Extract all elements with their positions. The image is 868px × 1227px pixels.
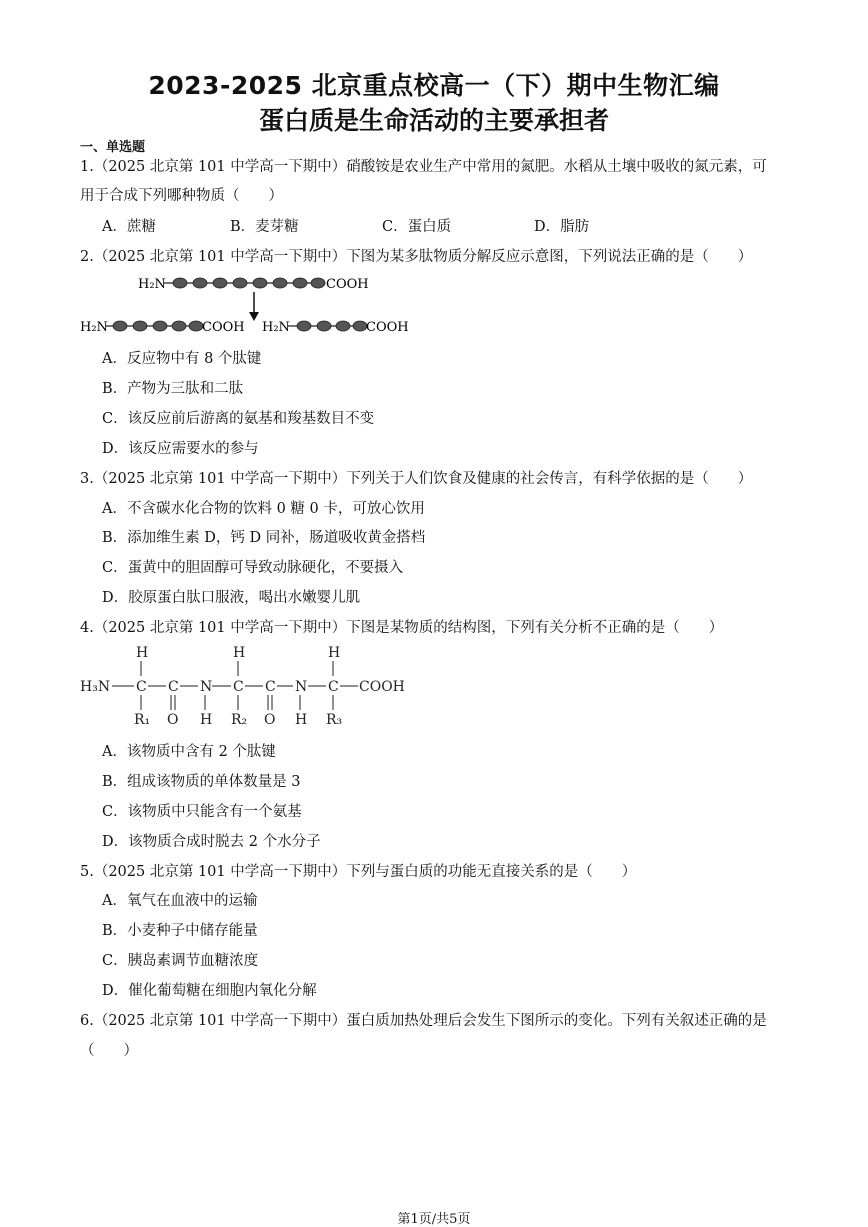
- amino-acid-bead: [233, 278, 247, 288]
- question-1-text-line2: 用于合成下列哪种物质（ ）: [80, 188, 283, 204]
- question-6-text-line1: 6.（2025 北京第 101 中学高一下期中）蛋白质加热处理后会发生下图所示的变化。下列有关叙述正确的是: [80, 1013, 767, 1029]
- tripeptide-structure-figure: [78, 640, 423, 732]
- amino-acid-bead: [253, 278, 267, 288]
- structure-carboxyl-end: COOH: [359, 679, 405, 695]
- structure-atom-c: C: [328, 679, 339, 695]
- structure-atom-o: O: [167, 712, 179, 728]
- structure-atom-c: C: [168, 679, 179, 695]
- question-3-option-b: B．添加维生素 D，钙 D 同补，肠道吸收黄金搭档: [102, 530, 426, 546]
- amino-acid-bead: [336, 321, 350, 331]
- question-4-option-d: D．该物质合成时脱去 2 个水分子: [102, 834, 321, 850]
- question-3-option-d: D．胶原蛋白肽口服液，喝出水嫩婴儿肌: [102, 590, 361, 606]
- question-5-option-c: C．胰岛素调节血糖浓度: [102, 953, 259, 969]
- amino-acid-bead: [113, 321, 127, 331]
- structure-atom-o: O: [264, 712, 276, 728]
- question-2-option-d: D．该反应需要水的参与: [102, 441, 259, 457]
- product-chain-1: [113, 321, 203, 331]
- amino-acid-bead: [297, 321, 311, 331]
- question-4-option-c: C．该物质中只能含有一个氨基: [102, 804, 302, 820]
- question-2-option-b: B．产物为三肽和二肽: [102, 381, 244, 397]
- arrow-head-icon: [249, 312, 259, 321]
- structure-atom-h: H: [295, 712, 308, 728]
- amino-acid-bead: [193, 278, 207, 288]
- question-6-text-line2: （ ）: [80, 1043, 138, 1059]
- amino-acid-bead: [153, 321, 167, 331]
- amino-acid-bead: [172, 321, 186, 331]
- amino-acid-bead: [293, 278, 307, 288]
- amino-acid-bead: [273, 278, 287, 288]
- question-2-option-c: C．该反应前后游离的氨基和羧基数目不变: [102, 411, 375, 427]
- structure-atom-c: C: [233, 679, 244, 695]
- amino-acid-bead: [317, 321, 331, 331]
- question-5-text: 5.（2025 北京第 101 中学高一下期中）下列与蛋白质的功能无直接关系的是（ ）: [80, 864, 637, 880]
- question-2-option-a: A．反应物中有 8 个肽键: [102, 351, 262, 367]
- question-4-option-b: B．组成该物质的单体数量是 3: [102, 774, 301, 790]
- question-5-option-d: D．催化葡萄糖在细胞内氧化分解: [102, 983, 317, 999]
- document-subtitle: 蛋白质是生命活动的主要承担者: [258, 106, 609, 135]
- structure-r-group-3: R₃: [326, 712, 343, 728]
- question-1-options: [102, 215, 589, 236]
- question-3-text: 3.（2025 北京第 101 中学高一下期中）下列关于人们饮食及健康的社会传言，有科学依据的是（ ）: [80, 471, 753, 487]
- structure-atom-h: H: [233, 645, 246, 661]
- structure-atom-h: H: [136, 645, 149, 661]
- structure-atom-n: N: [200, 679, 213, 695]
- structure-atom-c: C: [136, 679, 147, 695]
- question-4-option-a: A．该物质中含有 2 个肽键: [102, 744, 276, 760]
- amino-acid-bead: [311, 278, 325, 288]
- question-3-option-c: C．蛋黄中的胆固醇可导致动脉硬化，不要摄入: [102, 560, 404, 576]
- question-2-text: 2.（2025 北京第 101 中学高一下期中）下图为某多肽物质分解反应示意图，下列说法正确的是（ ）: [80, 249, 753, 265]
- polypeptide-hydrolysis-figure: [78, 268, 418, 340]
- section-heading: 一、单选题: [80, 140, 146, 155]
- question-1-option-b: B．麦芽糖: [230, 219, 299, 235]
- structure-atom-h: H: [328, 645, 341, 661]
- structure-atom-h: H: [200, 712, 213, 728]
- amino-acid-bead: [173, 278, 187, 288]
- amino-acid-bead: [213, 278, 227, 288]
- question-1-option-c: C．蛋白质: [382, 219, 452, 235]
- question-1-option-d: D．脂肪: [534, 219, 590, 235]
- figure-label-cooh: COOH: [366, 320, 409, 335]
- figure-label-h2n: H₂N: [262, 320, 290, 335]
- figure-label-h2n: H₂N: [80, 320, 108, 335]
- amino-acid-bead: [133, 321, 147, 331]
- structure-atom-n: N: [295, 679, 308, 695]
- question-1-text-line1: 1.（2025 北京第 101 中学高一下期中）硝酸铵是农业生产中常用的氮肥。水稻从土壤中吸收的氮元素，可: [80, 159, 767, 175]
- figure-label-cooh: COOH: [202, 320, 245, 335]
- question-3-option-a: A．不含碳水化合物的饮料 0 糖 0 卡，可放心饮用: [102, 501, 425, 517]
- document-title: 2023-2025 北京重点校高一（下）期中生物汇编: [148, 71, 720, 100]
- structure-r-group-2: R₂: [231, 712, 248, 728]
- structure-amino-end: H₃N: [80, 679, 111, 695]
- structure-r-group-1: R₁: [134, 712, 151, 728]
- amino-acid-bead: [189, 321, 203, 331]
- page-number: 第1页/共5页: [397, 1212, 471, 1227]
- amino-acid-bead: [353, 321, 367, 331]
- question-1-option-a: A．蔗糖: [102, 219, 156, 235]
- question-4-text: 4.（2025 北京第 101 中学高一下期中）下图是某物质的结构图，下列有关分析不正确的是（ ）: [80, 620, 724, 636]
- question-5-option-b: B．小麦种子中储存能量: [102, 923, 258, 939]
- figure-label-cooh: COOH: [326, 277, 369, 292]
- structure-atom-c: C: [265, 679, 276, 695]
- question-5-option-a: A．氧气在血液中的运输: [102, 893, 258, 909]
- figure-label-h2n: H₂N: [138, 277, 166, 292]
